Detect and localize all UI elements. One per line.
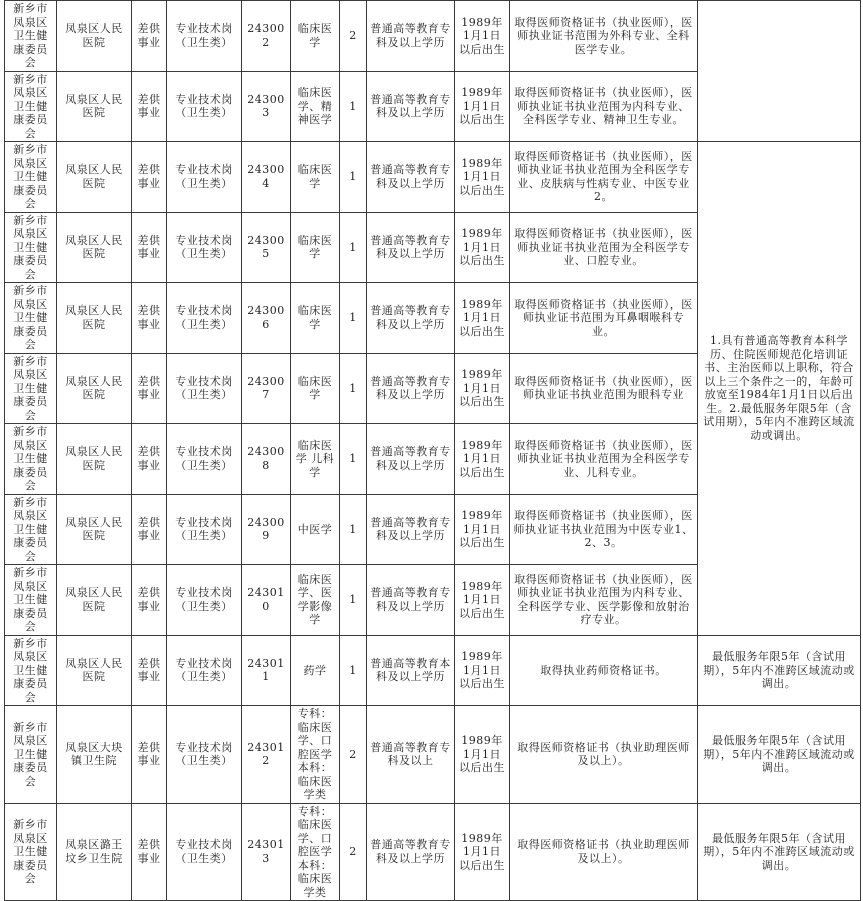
dept-cell: 新乡市凤泉区卫生健康委员会 <box>5 353 57 424</box>
requirement-cell: 取得医师资格证书（执业医师），医师执业证书执业范围为全科医学专业、儿科专业。 <box>510 424 698 495</box>
post-code-cell: 243009 <box>242 494 291 565</box>
major-cell: 专科：临床医学、口腔医学本科：临床医学类 <box>291 803 340 901</box>
table-row <box>5 635 861 706</box>
post-code-cell: 243010 <box>242 565 291 636</box>
unit-cell: 凤泉区人民医院 <box>57 1 132 72</box>
requirement-cell: 取得医师资格证书（执业医师），医师执业证书范围为耳鼻咽喉科专业。 <box>510 283 698 354</box>
headcount-cell: 1 <box>340 212 367 283</box>
age-cell: 1989年1月1日以后出生 <box>455 635 510 706</box>
note-cell-town-2: 最低服务年限5年（含试用期），5年内不准跨区域流动或调出。 <box>698 803 861 901</box>
post-code-cell: 243007 <box>242 353 291 424</box>
education-cell: 普通高等教育专科及以上学历 <box>367 353 455 424</box>
dept-cell: 新乡市凤泉区卫生健康委员会 <box>5 494 57 565</box>
unit-cell: 凤泉区人民医院 <box>57 353 132 424</box>
table-row <box>5 706 861 804</box>
age-cell: 1989年1月1日以后出生 <box>455 283 510 354</box>
requirement-cell: 取得医师资格证书（执业医师），医师执业证书执业范围为全科医学专业、口腔专业。 <box>510 212 698 283</box>
nature-cell: 差供事业 <box>132 424 167 495</box>
post-cell: 专业技术岗（卫生类） <box>167 424 242 495</box>
age-cell: 1989年1月1日以后出生 <box>455 71 510 142</box>
note-cell-town-1: 最低服务年限5年（含试用期），5年内不准跨区域流动或调出。 <box>698 706 861 804</box>
unit-cell: 凤泉区人民医院 <box>57 494 132 565</box>
major-cell: 专科：临床医学、口腔医学本科：临床医学类 <box>291 706 340 804</box>
dept-cell: 新乡市凤泉区卫生健康委员会 <box>5 142 57 213</box>
education-cell: 普通高等教育专科及以上学历 <box>367 212 455 283</box>
nature-cell: 差供事业 <box>132 565 167 636</box>
education-cell: 普通高等教育专科及以上学历 <box>367 424 455 495</box>
dept-cell: 新乡市凤泉区卫生健康委员会 <box>5 71 57 142</box>
age-cell: 1989年1月1日以后出生 <box>455 803 510 901</box>
table-row <box>5 803 861 901</box>
headcount-cell: 1 <box>340 424 367 495</box>
nature-cell: 差供事业 <box>132 353 167 424</box>
post-code-cell: 243008 <box>242 424 291 495</box>
nature-cell: 差供事业 <box>132 142 167 213</box>
table-row <box>5 142 861 213</box>
nature-cell: 差供事业 <box>132 212 167 283</box>
requirement-cell: 取得医师资格证书（执业医师），医师执业证书执业范围为内科专业、全科医学专业、医学影像和放射治疗专业。 <box>510 565 698 636</box>
table-row <box>5 1 861 72</box>
post-code-cell: 243011 <box>242 635 291 706</box>
nature-cell: 差供事业 <box>132 803 167 901</box>
note-cell-empty <box>698 1 861 142</box>
post-cell: 专业技术岗（卫生类） <box>167 71 242 142</box>
recruitment-table <box>4 0 861 901</box>
unit-cell: 凤泉区人民医院 <box>57 424 132 495</box>
education-cell: 普通高等教育专科及以上学历 <box>367 142 455 213</box>
headcount-cell: 2 <box>340 803 367 901</box>
age-cell: 1989年1月1日以后出生 <box>455 494 510 565</box>
education-cell: 普通高等教育专科及以上学历 <box>367 565 455 636</box>
dept-cell: 新乡市凤泉区卫生健康委员会 <box>5 424 57 495</box>
age-cell: 1989年1月1日以后出生 <box>455 706 510 804</box>
dept-cell: 新乡市凤泉区卫生健康委员会 <box>5 283 57 354</box>
unit-cell: 凤泉区人民医院 <box>57 283 132 354</box>
unit-cell: 凤泉区人民医院 <box>57 635 132 706</box>
major-cell: 中医学 <box>291 494 340 565</box>
headcount-cell: 1 <box>340 283 367 354</box>
unit-cell: 凤泉区人民医院 <box>57 71 132 142</box>
headcount-cell: 1 <box>340 565 367 636</box>
education-cell: 普通高等教育专科及以上 <box>367 706 455 804</box>
note-cell-main: 1.具有普通高等教育本科学历、住院医师规范化培训证书、主治医师以上职称，符合以上三个条件之一的，年龄可放宽至1984年1月1日以后出生。2.最低服务年限5年（含试用期），5年内不准跨区域流动或调出。 <box>698 142 861 636</box>
age-cell: 1989年1月1日以后出生 <box>455 142 510 213</box>
requirement-cell: 取得医师资格证书（执业医师），医师执业证书执业范围为眼科专业 <box>510 353 698 424</box>
major-cell: 临床医学 <box>291 142 340 213</box>
post-cell: 专业技术岗（卫生类） <box>167 212 242 283</box>
unit-cell: 凤泉区人民医院 <box>57 212 132 283</box>
unit-cell: 凤泉区人民医院 <box>57 565 132 636</box>
requirement-cell: 取得医师资格证书（执业医师），医师执业证书执业范围为全科医学专业、皮肤病与性病专业、中医专业2。 <box>510 142 698 213</box>
post-cell: 专业技术岗（卫生类） <box>167 706 242 804</box>
post-cell: 专业技术岗（卫生类） <box>167 803 242 901</box>
post-code-cell: 243006 <box>242 283 291 354</box>
post-cell: 专业技术岗（卫生类） <box>167 494 242 565</box>
major-cell: 临床医学 儿科学 <box>291 424 340 495</box>
unit-cell: 凤泉区潞王坟乡卫生院 <box>57 803 132 901</box>
education-cell: 普通高等教育专科及以上学历 <box>367 283 455 354</box>
age-cell: 1989年1月1日以后出生 <box>455 353 510 424</box>
post-cell: 专业技术岗（卫生类） <box>167 353 242 424</box>
post-cell: 专业技术岗（卫生类） <box>167 142 242 213</box>
major-cell: 临床医学 <box>291 353 340 424</box>
post-code-cell: 243003 <box>242 71 291 142</box>
post-cell: 专业技术岗（卫生类） <box>167 283 242 354</box>
unit-cell: 凤泉区人民医院 <box>57 142 132 213</box>
headcount-cell: 1 <box>340 142 367 213</box>
headcount-cell: 1 <box>340 635 367 706</box>
dept-cell: 新乡市凤泉区卫生健康委员会 <box>5 1 57 72</box>
requirement-cell: 取得执业药师资格证书。 <box>510 635 698 706</box>
post-cell: 专业技术岗（卫生类） <box>167 635 242 706</box>
education-cell: 普通高等教育专科及以上学历 <box>367 1 455 72</box>
post-code-cell: 243004 <box>242 142 291 213</box>
education-cell: 普通高等教育专科及以上学历 <box>367 803 455 901</box>
dept-cell: 新乡市凤泉区卫生健康委员会 <box>5 803 57 901</box>
requirement-cell: 取得医师资格证书（执业医师），医师执业证书范围为外科专业、全科医学专业。 <box>510 1 698 72</box>
headcount-cell: 1 <box>340 71 367 142</box>
education-cell: 普通高等教育专科及以上学历 <box>367 71 455 142</box>
requirement-cell: 取得医师资格证书（执业医师），医师执业证书执业范围为内科专业、全科医学专业、精神卫生专业。 <box>510 71 698 142</box>
unit-cell: 凤泉区大块镇卫生院 <box>57 706 132 804</box>
requirement-cell: 取得医师资格证书（执业助理医师及以上）。 <box>510 706 698 804</box>
nature-cell: 差供事业 <box>132 706 167 804</box>
major-cell: 临床医学、精神医学 <box>291 71 340 142</box>
nature-cell: 差供事业 <box>132 635 167 706</box>
note-cell-pharmacy: 最低服务年限5年（含试用期），5年内不准跨区域流动或调出。 <box>698 635 861 706</box>
headcount-cell: 2 <box>340 706 367 804</box>
major-cell: 临床医学 <box>291 283 340 354</box>
major-cell: 临床医学 <box>291 1 340 72</box>
education-cell: 普通高等教育本科及以上学历 <box>367 635 455 706</box>
requirement-cell: 取得医师资格证书（执业助理医师及以上）。 <box>510 803 698 901</box>
nature-cell: 差供事业 <box>132 283 167 354</box>
age-cell: 1989年1月1日以后出生 <box>455 565 510 636</box>
age-cell: 1989年1月1日以后出生 <box>455 424 510 495</box>
requirement-cell: 取得医师资格证书（执业医师），医师执业证书执业范围为中医专业1、2、3。 <box>510 494 698 565</box>
headcount-cell: 1 <box>340 494 367 565</box>
dept-cell: 新乡市凤泉区卫生健康委员会 <box>5 565 57 636</box>
nature-cell: 差供事业 <box>132 71 167 142</box>
education-cell: 普通高等教育专科及以上学历 <box>367 494 455 565</box>
post-code-cell: 243012 <box>242 706 291 804</box>
headcount-cell: 1 <box>340 353 367 424</box>
dept-cell: 新乡市凤泉区卫生健康委员会 <box>5 635 57 706</box>
nature-cell: 差供事业 <box>132 494 167 565</box>
dept-cell: 新乡市凤泉区卫生健康委员会 <box>5 212 57 283</box>
major-cell: 药学 <box>291 635 340 706</box>
post-cell: 专业技术岗（卫生类） <box>167 1 242 72</box>
major-cell: 临床医学 <box>291 212 340 283</box>
post-code-cell: 243002 <box>242 1 291 72</box>
age-cell: 1989年1月1日以后出生 <box>455 1 510 72</box>
post-code-cell: 243013 <box>242 803 291 901</box>
headcount-cell: 2 <box>340 1 367 72</box>
post-code-cell: 243005 <box>242 212 291 283</box>
age-cell: 1989年1月1日以后出生 <box>455 212 510 283</box>
dept-cell: 新乡市凤泉区卫生健康委员会 <box>5 706 57 804</box>
nature-cell: 差供事业 <box>132 1 167 72</box>
major-cell: 临床医学、医学影像学 <box>291 565 340 636</box>
post-cell: 专业技术岗（卫生类） <box>167 565 242 636</box>
